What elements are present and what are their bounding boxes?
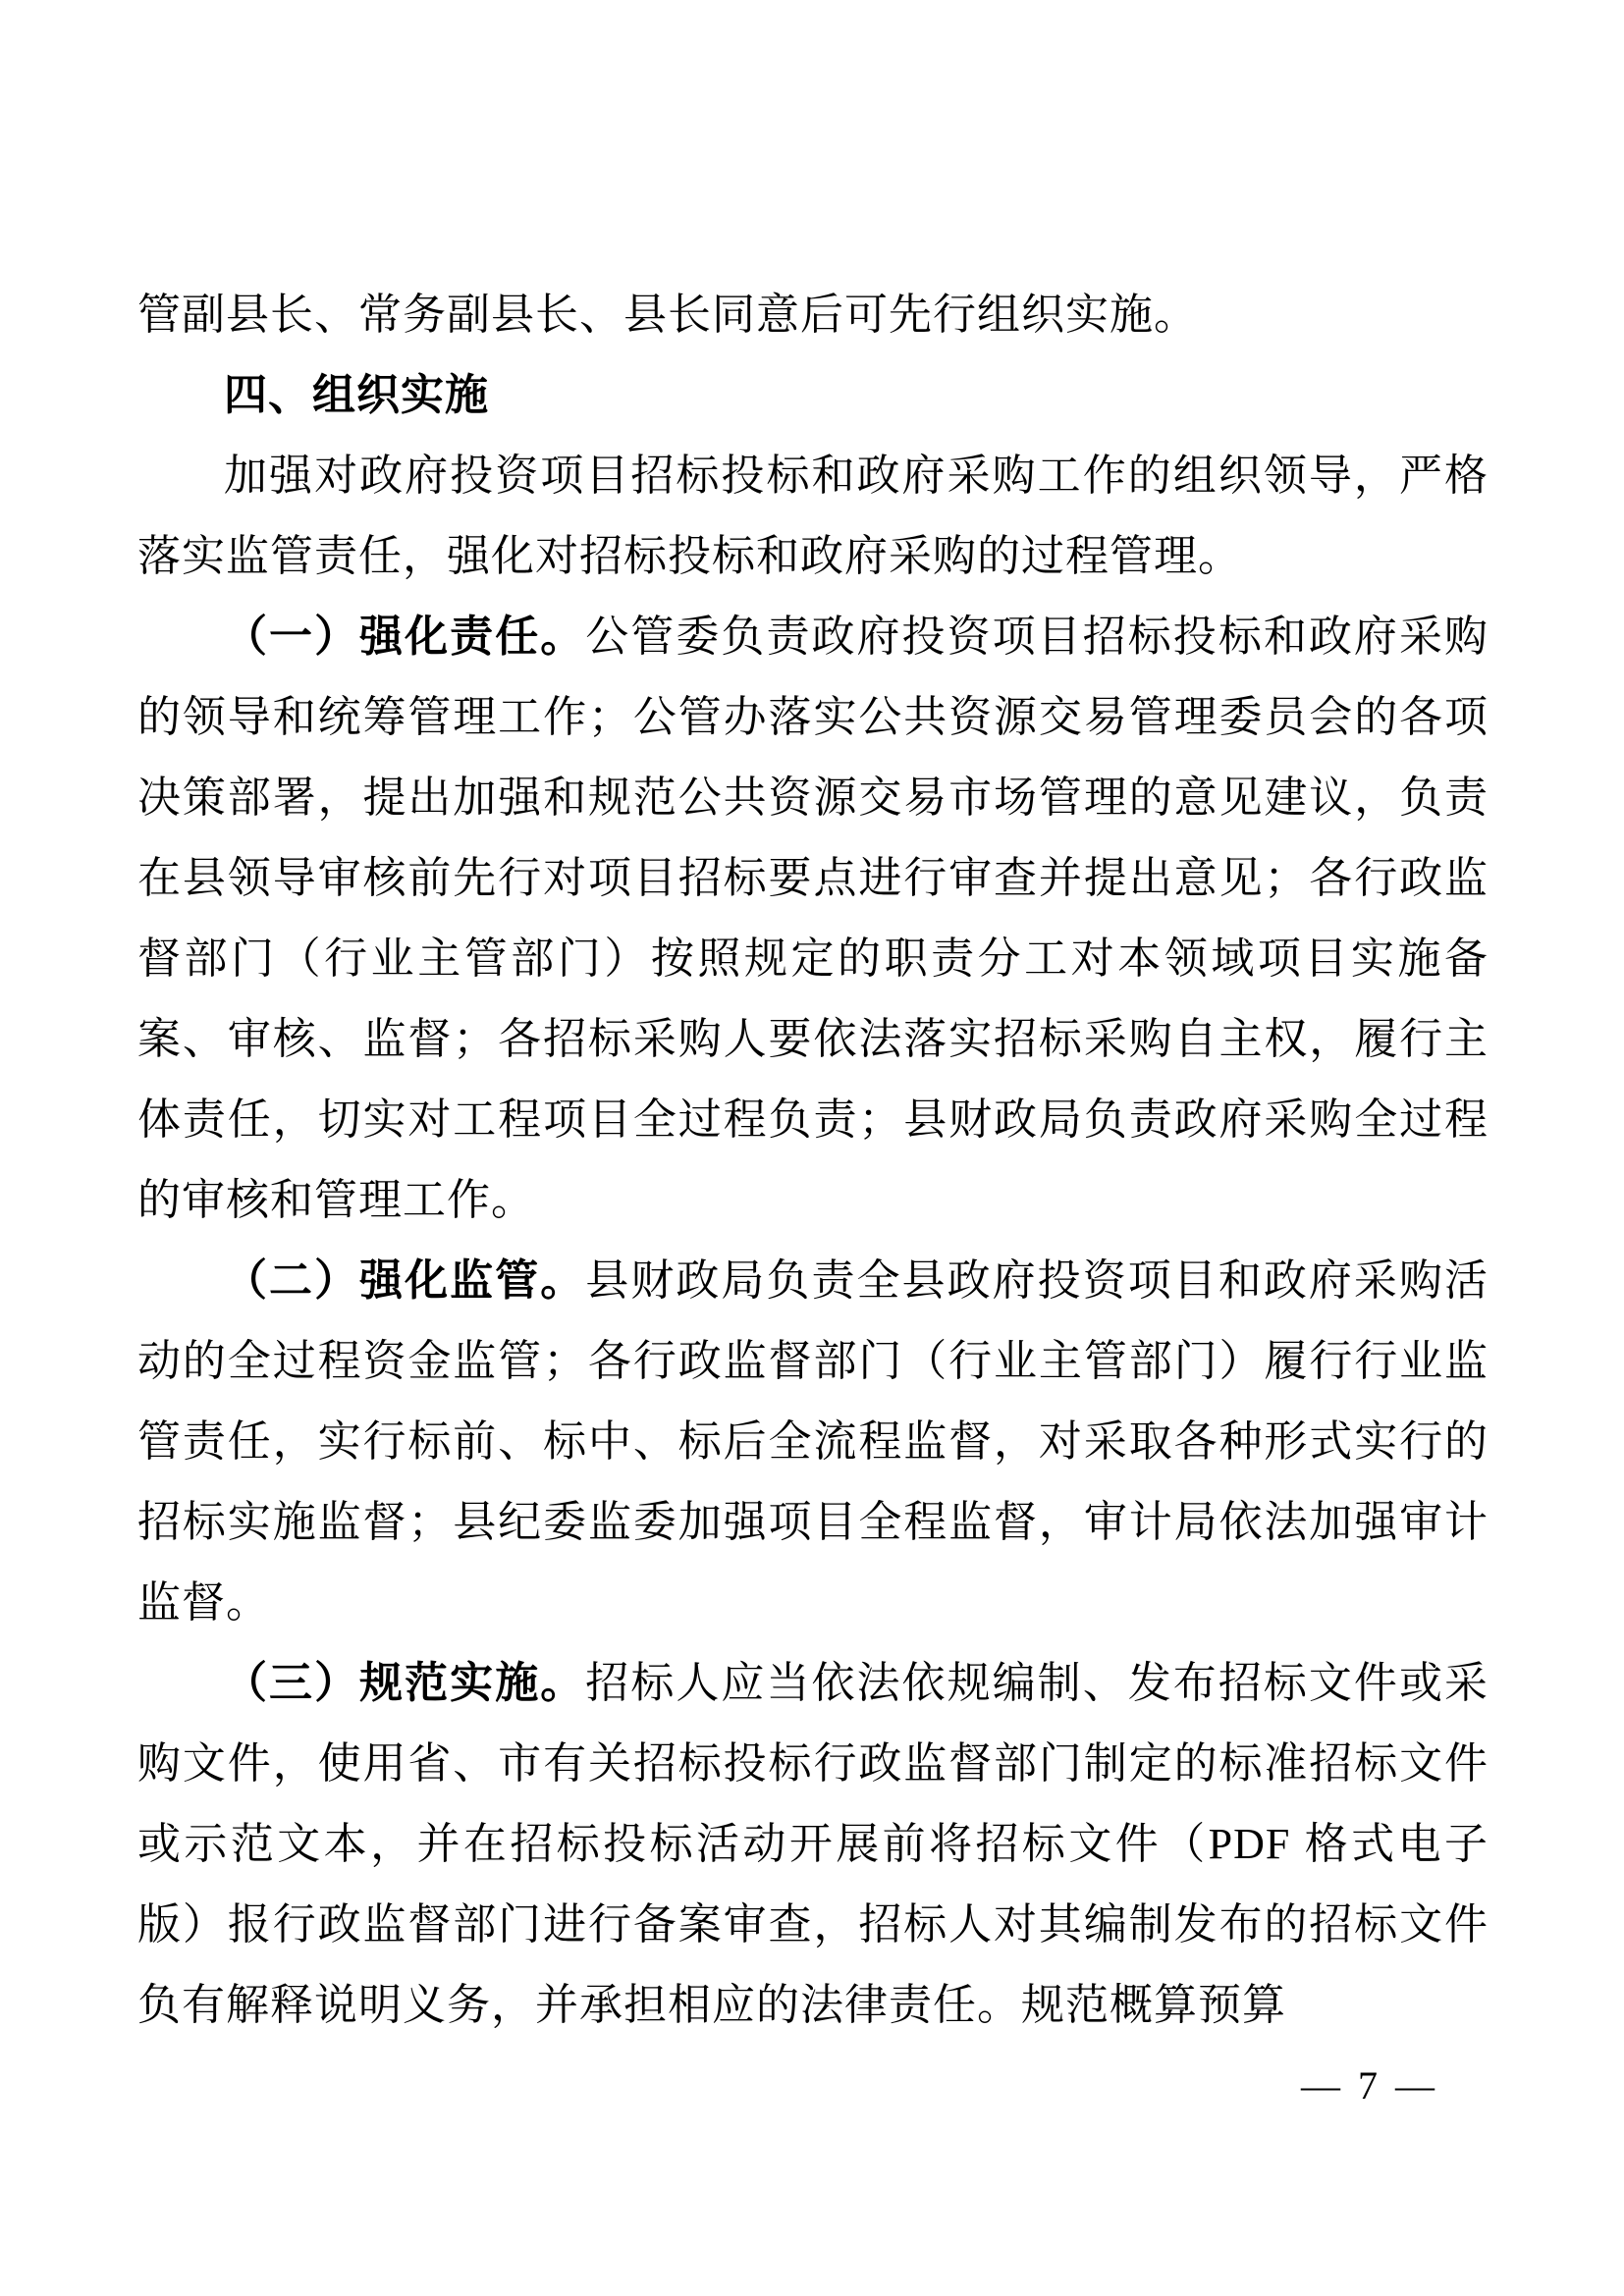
paragraph-intro [137, 436, 1489, 597]
paragraph-item-2-lead: （二）强化监管。 [224, 1256, 586, 1305]
paragraph-item-1-text: 公管委负责政府投资项目招标投标和政府采购的领导和统筹管理工作；公管办落实公共资源交易管理委员会的各项决策部署，提出加强和规范公共资源交易市场管理的意见建议，负责在县领导审核前先行对项目招标要点进行审查并提出意见；各行政监督部门（行业主管部门）按照规定的职责分工对本领域项目实施备案、审核、监督；各招标采购人要依法落实招标采购自主权，履行主体责任，切实对工程项目全过程负责；县财政局负责政府采购全过程的审核和管理工作。 [137, 613, 1489, 1224]
paragraph-item-2-text: 县财政局负责全县政府投资项目和政府采购活动的全过程资金监管；各行政监督部门（行业主管部门）履行行业监管责任，实行标前、标中、标后全流程监督，对采取各种形式实行的招标实施监督；县纪委监委加强项目全程监督，审计局依法加强审计监督。 [137, 1256, 1489, 1627]
paragraph-intro-text: 加强对政府投资项目招标投标和政府采购工作的组织领导，严格落实监管责任，强化对招标投标和政府采购的过程管理。 [137, 452, 1489, 580]
paragraph-item-1 [137, 597, 1489, 1241]
section-heading: 四、组织实施 [224, 371, 489, 419]
paragraph-item-1-lead: （一）强化责任。 [224, 613, 586, 661]
continuation-line: 管副县长、常务副县长、县长同意后可先行组织实施。 [137, 291, 1198, 339]
page-number: — 7 — [1301, 2063, 1438, 2108]
paragraph-item-3 [137, 1643, 1489, 2046]
paragraph-item-3-lead: （三）规范实施。 [224, 1659, 586, 1707]
paragraph-item-2 [137, 1241, 1489, 1643]
document-body [137, 275, 1489, 2046]
paragraph-item-3-text: 招标人应当依法依规编制、发布招标文件或采购文件，使用省、市有关招标投标行政监督部门制定的标准招标文件或示范文本，并在招标投标活动开展前将招标文件（PDF 格式电子版）报行政监督部门进行备案审查，招标人对其编制发布的招标文件负有解释说明义务，并承担相应的法律责任。规范概算预算 [137, 1659, 1489, 2029]
